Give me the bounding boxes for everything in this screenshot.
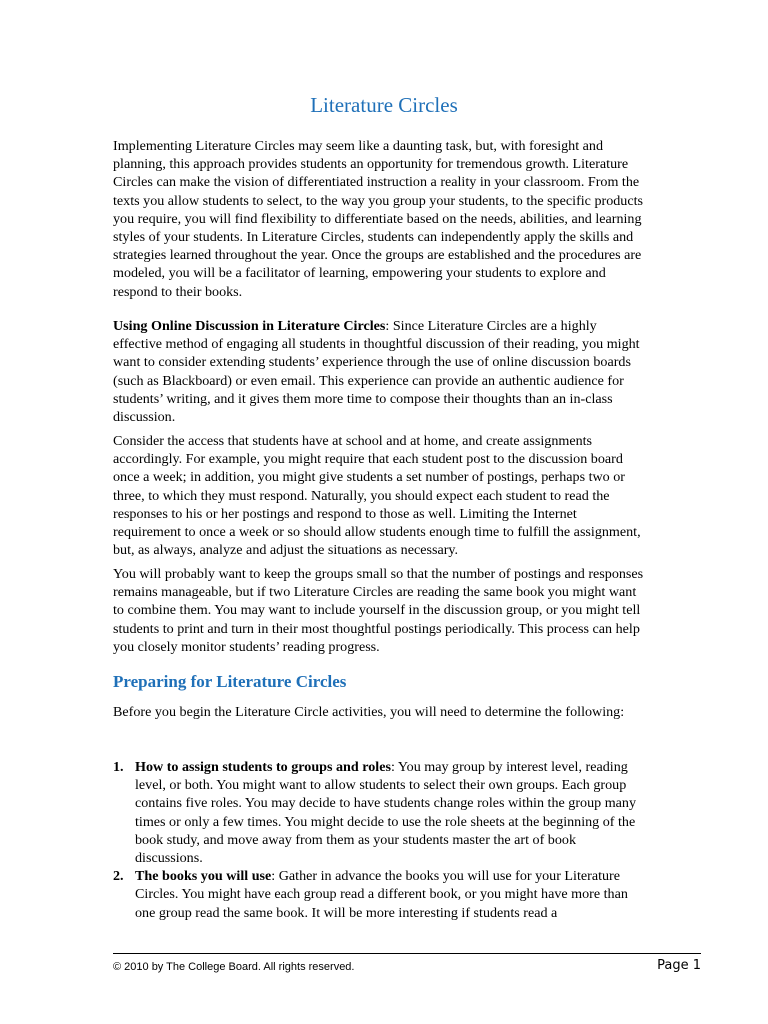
footer-copyright: © 2010 by The College Board. All rights reserved.: [113, 961, 355, 973]
list-item-text: : You may group by interest level, reading level, or both. You might want to allow students to select their own groups. Each group contains five roles. You may decide to have students change roles within the group many times or only a few times. You might decide to use the role sheets at the beginning of the book study, and move away from them as your students master the art of book discussions.: [135, 759, 637, 867]
list-item-lead: The books you will use: [135, 868, 272, 885]
online-discussion-lead: Using Online Discussion in Literature Circles: [113, 318, 386, 334]
page-title: Literature Circles: [310, 93, 458, 117]
footer-divider: [113, 953, 701, 954]
before-you-begin-paragraph: Before you begin the Literature Circle activities, you will need to determine the following:: [113, 704, 625, 720]
access-paragraph: Consider the access that students have at school and at home, and create assignments accordingly. For example, you might require that each student post to the discussion board once a week; in addition, you might give students a set number of postings, perhaps two or three, to which they must respond. Naturally, you should expect each student to read the responses to his or her postings and respond to those as well. Limiting the Internet requirement to once a week or so should allow students enough time to fulfill the assignment, but, as always, analyze and adjust the situations as necessary.: [113, 433, 641, 559]
list-item-text: : Gather in advance the books you will use for your Literature Circles. You might have each group read a different book, or you might have more than one group read the same book. It will be more interesting if students read a: [135, 868, 628, 921]
intro-paragraph: Implementing Literature Circles may seem like a daunting task, but, with foresight and planning, this approach provides students an opportunity for tremendous growth. Literature Circles can make the vision of differentiated instruction a reality in your classroom. From the texts you allow students to select, to the way you group your students, to the specific products you require, you will find flexibility to differentiate based on the needs, abilities, and learning styles of your students. In Literature Circles, students can independently apply the skills and strategies learned throughout the year. Once the groups are established and the procedures are modeled, you will be a facilitator of learning, empowering your students to explore and respond to their books.: [113, 138, 643, 300]
list-item: [113, 867, 645, 922]
page-number: Page 1: [657, 958, 701, 973]
group-size-paragraph: You will probably want to keep the groups small so that the number of postings and responses remains manageable, but if two Literature Circles are reading the same book you might want to combine them. You may want to include yourself in the discussion group, or you might tell students to print and turn in their most thoughtful postings periodically. This process can help you closely monitor students’ reading progress.: [113, 566, 644, 655]
list-item: [113, 758, 645, 867]
list-item-lead: How to assign students to groups and roles: [135, 759, 391, 775]
section-heading: Preparing for Literature Circles: [113, 672, 347, 691]
list-item-number: 2.: [113, 868, 124, 885]
online-discussion-text: : Since Literature Circles are a highly effective method of engaging all students in thoughtful discussion of their reading, you might want to consider extending students’ experience through the use of online discussion boards (such as Blackboard) or even email. This experience can provide an authentic audience for students’ writing, and it gives them more time to compose their thoughts than an in-class discussion.: [113, 318, 640, 426]
online-discussion-paragraph: [113, 317, 645, 426]
list-item-number: 1.: [113, 759, 124, 775]
preparation-list: [113, 758, 645, 922]
